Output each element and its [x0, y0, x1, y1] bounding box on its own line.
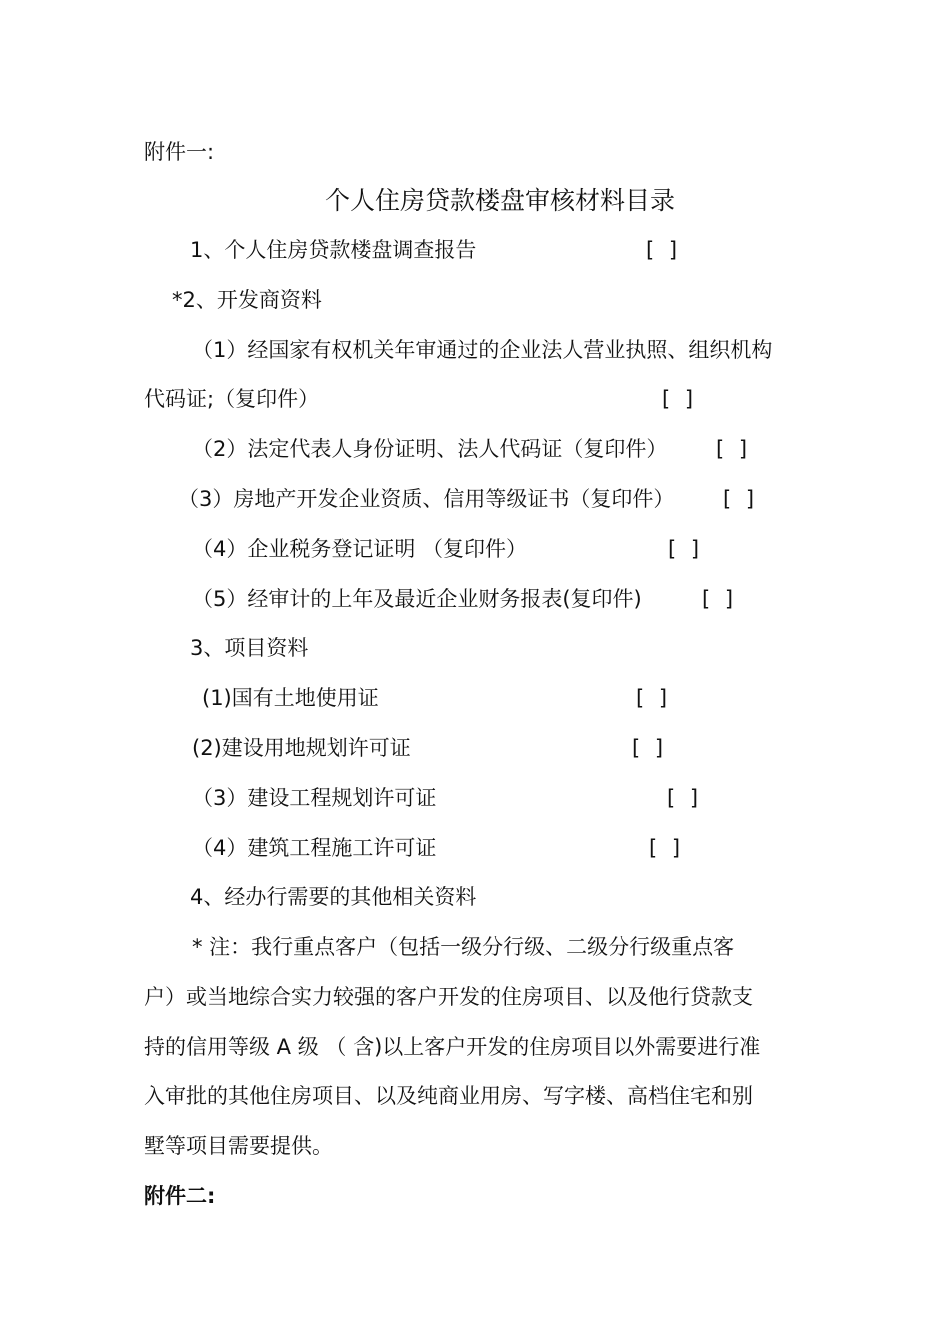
item-4: 4、经办行需要的其他相关资料: [190, 885, 477, 909]
item-3: 3、项目资料: [190, 636, 309, 660]
note-line-5: 墅等项目需要提供。: [144, 1134, 333, 1158]
note-line-3: 持的信用等级 A 级 （ 含)以上客户开发的住房项目以外需要进行准: [144, 1035, 761, 1059]
item-2-3: （3）房地产开发企业资质、信用等级证书（复印件）: [178, 487, 675, 511]
item-2: *2、开发商资料: [172, 288, 322, 312]
checkbox-item-2-4: [ ]: [668, 537, 704, 561]
item-3-1: (1)国有土地使用证: [202, 686, 379, 710]
checkbox-item-3-4: [ ]: [649, 836, 685, 860]
item-3-3: （3）建设工程规划许可证: [192, 786, 437, 810]
item-2-1-line1: （1）经国家有权机关年审通过的企业法人营业执照、组织机构: [192, 338, 773, 362]
checkbox-item-2-3: [ ]: [723, 487, 759, 511]
item-3-4: （4）建筑工程施工许可证: [192, 836, 437, 860]
checkbox-item-2-2: [ ]: [716, 437, 752, 461]
checkbox-item-2-5: [ ]: [702, 587, 738, 611]
attachment-one-label: 附件一:: [144, 140, 215, 164]
note-line-2: 户）或当地综合实力较强的客户开发的住房项目、以及他行贷款支: [144, 985, 753, 1009]
item-2-2: （2）法定代表人身份证明、法人代码证（复印件）: [192, 437, 668, 461]
checkbox-item-1: [ ]: [646, 238, 682, 262]
item-1: 1、个人住房贷款楼盘调查报告: [190, 238, 477, 262]
item-2-5: （5）经审计的上年及最近企业财务报表(复印件): [192, 587, 642, 611]
checkbox-item-3-1: [ ]: [636, 686, 672, 710]
note-line-1: * 注：我行重点客户（包括一级分行级、二级分行级重点客: [192, 935, 735, 959]
checkbox-item-3-3: [ ]: [667, 786, 703, 810]
item-2-4: （4）企业税务登记证明 （复印件）: [192, 537, 528, 561]
checkbox-item-2-1: [ ]: [662, 387, 698, 411]
document-title: 个人住房贷款楼盘审核材料目录: [324, 186, 675, 215]
item-2-1-line2: 代码证;（复印件）: [144, 387, 320, 411]
note-line-4: 入审批的其他住房项目、以及纯商业用房、写字楼、高档住宅和别: [144, 1084, 753, 1108]
checkbox-item-3-2: [ ]: [632, 736, 668, 760]
item-3-2: (2)建设用地规划许可证: [192, 736, 411, 760]
attachment-two-label: 附件二:: [144, 1184, 216, 1208]
